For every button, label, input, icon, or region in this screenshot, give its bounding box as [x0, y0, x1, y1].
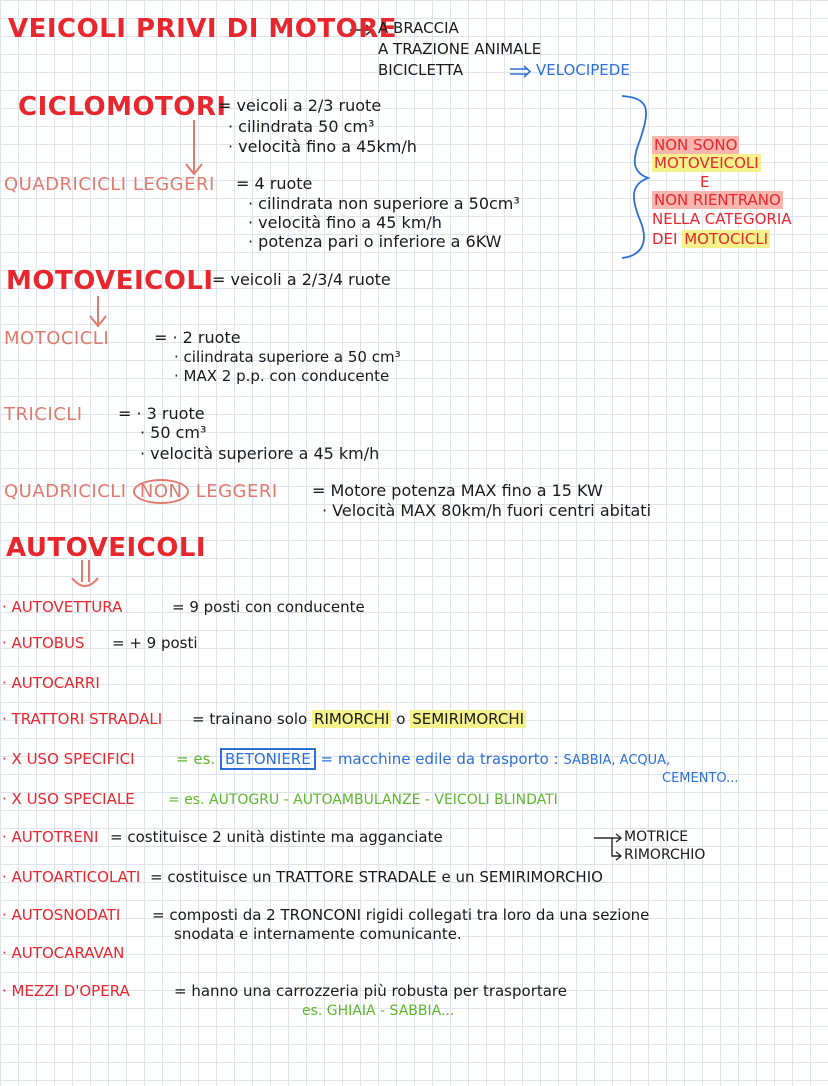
side-note-line: E [700, 173, 710, 191]
example-text: es. GHIAIA - SABBIA... [302, 1003, 455, 1019]
list-item-label: · MEZZI D'OPERA [2, 982, 130, 1000]
section-title-motocicli: MOTOCICLI [4, 328, 110, 349]
definition-text: = Motore potenza MAX fino a 15 KW [312, 481, 603, 500]
section-title-quadricicli-non-leggeri: QUADRICICLI NON LEGGERI [4, 481, 278, 502]
list-item-label: · AUTOBUS [2, 634, 85, 652]
brace-icon [622, 96, 648, 258]
list-item-label: · TRATTORI STRADALI [2, 710, 163, 728]
list-item: · MAX 2 p.p. con conducente [174, 367, 390, 385]
list-item: · potenza pari o inferiore a 6KW [248, 232, 502, 251]
list-item: · cilindrata superiore a 50 cm³ [174, 348, 401, 366]
list-item: · cilindrata 50 cm³ [228, 117, 375, 136]
list-item-label: · AUTOARTICOLATI [2, 868, 141, 886]
section-title-tricicli: TRICICLI [4, 404, 83, 425]
list-item-label: · AUTOSNODATI [2, 906, 121, 924]
list-item-label: · X USO SPECIFICI [2, 750, 135, 768]
list-item-label: · AUTOCARRI [2, 674, 100, 692]
down-arrow-icon [90, 296, 106, 326]
double-down-arrow-icon [72, 560, 98, 586]
definition-text: = 4 ruote [236, 174, 313, 193]
side-note-line: NELLA CATEGORIA [652, 210, 792, 228]
arrow-icon [510, 66, 530, 77]
section-title-veicoli-privi: VEICOLI PRIVI DI MOTORE [8, 14, 398, 44]
definition-text: = veicoli a 2/3 ruote [218, 96, 382, 115]
velocipede-label: VELOCIPEDE [536, 61, 630, 79]
list-item-text: = hanno una carrozzeria più robusta per trasportare [174, 982, 568, 1000]
definition-text: = · 3 ruote [118, 404, 205, 423]
definition-text: = veicoli a 2/3/4 ruote [212, 270, 391, 289]
list-item-label: · AUTOCARAVAN [2, 944, 125, 962]
list-item: · velocità superiore a 45 km/h [140, 444, 380, 463]
definition-text: = · 2 ruote [154, 328, 241, 347]
list-item-label: · AUTOTRENI [2, 828, 99, 846]
down-arrow-icon [186, 120, 202, 174]
list-item: · 50 cm³ [140, 423, 207, 442]
list-item-text: = es. AUTOGRU - AUTOAMBULANZE - VEICOLI BLINDATI [168, 792, 558, 808]
list-item-text: snodata e internamente comunicante. [174, 925, 462, 943]
list-item-text: = composti da 2 TRONCONI rigidi collegati tra loro da una sezione [152, 906, 650, 924]
sub-item: MOTRICE [624, 829, 689, 845]
side-note-line: NON RIENTRANO [654, 191, 781, 209]
list-item-text: = + 9 posti [112, 634, 198, 652]
list-item-text: = costituisce 2 unità distinte ma agganciate [110, 828, 443, 846]
circled-word: NON [133, 479, 190, 504]
list-item: · Velocità MAX 80km/h fuori centri abitati [322, 501, 652, 520]
list-item: · velocità fino a 45km/h [228, 137, 417, 156]
branch-arrow-icon [594, 834, 621, 860]
section-title-quadricicli-leggeri: QUADRICICLI LEGGERI [4, 174, 215, 195]
list-item-text: = 9 posti con conducente [172, 598, 365, 616]
section-title-ciclomotori: CICLOMOTORI [18, 92, 227, 122]
list-item-text: CEMENTO... [662, 771, 739, 786]
side-note-line: MOTOVEICOLI [654, 154, 759, 172]
list-item-text: = costituisce un TRATTORE STRADALE e un SEMIRIMORCHIO [150, 868, 603, 886]
section-title-motoveicoli: MOTOVEICOLI [6, 266, 214, 296]
list-item-label: · AUTOVETTURA [2, 598, 123, 616]
boxed-word: BETONIERE [220, 748, 316, 770]
section-title-autoveicoli: AUTOVEICOLI [6, 533, 207, 563]
list-item: A BRACCIA [378, 19, 459, 37]
list-item: A TRAZIONE ANIMALE [378, 40, 542, 58]
side-note-line: DEI MOTOCICLI [652, 230, 769, 248]
list-item-label: · X USO SPECIALE [2, 790, 135, 808]
list-item: · velocità fino a 45 km/h [248, 213, 442, 232]
sub-item: RIMORCHIO [624, 847, 706, 863]
list-item-text: = trainano solo RIMORCHI o SEMIRIMORCHI [192, 710, 525, 728]
side-note-line: NON SONO [654, 136, 738, 154]
list-item: BICICLETTA [378, 61, 464, 79]
list-item-text: = es. BETONIERE = macchine edile da trasporto : SABBIA, ACQUA, [176, 750, 671, 768]
list-item: · cilindrata non superiore a 50cm³ [248, 194, 520, 213]
